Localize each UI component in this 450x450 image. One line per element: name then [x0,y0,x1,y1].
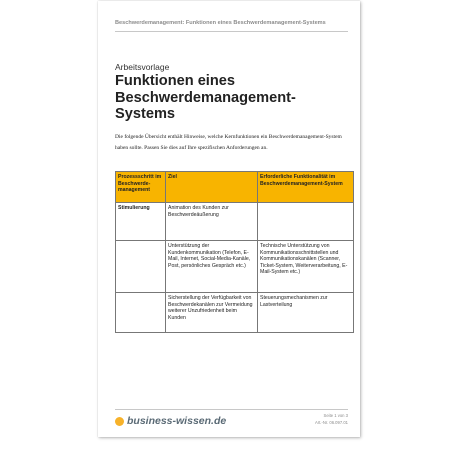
running-header: Beschwerdemanagement: Funktionen eines Beschwerdemanagement-Systems [115,20,326,26]
cell-function: Technische Unterstützung von Kommunikationsschnittstellen und Kommunikationskanälen (Scanner, Ticket-System, Weiterverarbeitung, E-Mail-System etc.) [258,241,354,293]
header-process-step: Prozessschritt im Beschwerde-management [116,172,166,203]
page-number: Seite 1 von 3 [323,413,348,418]
brand-logo-icon [115,417,124,426]
cell-step: Stimulierung [116,203,166,241]
table-row [116,241,354,293]
document-page [98,1,360,437]
cell-step [116,293,166,333]
cell-function [258,203,354,241]
function-table [115,171,354,333]
table-row [116,203,354,241]
header-functionality: Erforderliche Funktionalität im Beschwerdemanagement-System [258,172,354,203]
intro-paragraph: Die folgende Übersicht enthält Hinweise, welche Kernfunktionen ein Beschwerdemanagement-System haben sollte. Passen Sie dies auf Ihre spezifischen Anforderungen an. [115,134,342,151]
document-title: Funktionen eines Beschwerdemanagement-Systems [115,73,296,122]
table-header-row [116,172,354,203]
cell-function: Steuerungsmechanismen zur Lastverteilung [258,293,354,333]
brand-logo-text: business-wissen.de [127,415,227,427]
cell-goal: Sicherstellung der Verfügbarkeit von Beschwerdekanälen zur Vermeidung weiterer Unzufriedenheit beim Kunden [166,293,258,333]
header-divider [115,31,348,32]
table-row [116,293,354,333]
cell-goal: Unterstützung der Kundenkommunikation (Telefon, E-Mail, Internet, Social-Media-Kanäle, Post, persönliches Gespräch etc.) [166,241,258,293]
header-goal: Ziel [166,172,258,203]
cell-step [116,241,166,293]
footer-divider [115,409,348,410]
cell-goal: Animation des Kunden zur Beschwerdeäußerung [166,203,258,241]
document-subtitle: Arbeitsvorlage [115,62,170,72]
page-info [315,412,348,426]
article-number: Art.-Nr. 06.097.01 [314,420,348,425]
